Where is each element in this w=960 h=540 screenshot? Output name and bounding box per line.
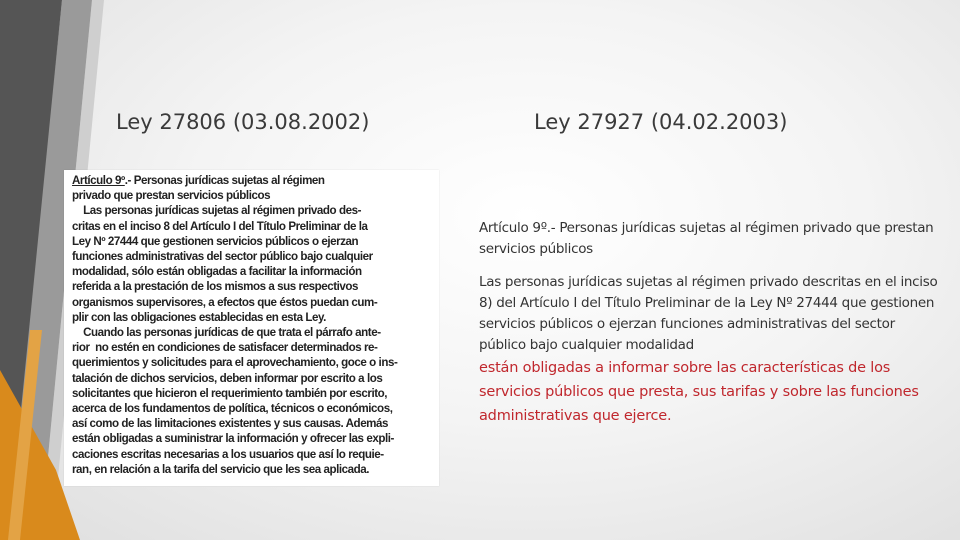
scan-line: funciones administrativas del sector público bajo cualquier bbox=[72, 250, 373, 264]
scan-line: Las personas jurídicas sujetas al régimen privado des- bbox=[72, 204, 361, 218]
scan-line: organismos supervisores, a efectos que éstos puedan cum- bbox=[72, 295, 378, 309]
scan-title-line bbox=[72, 173, 433, 188]
scan-line: privado que prestan servicios públicos bbox=[72, 189, 271, 203]
right-article-body-text: Las personas jurídicas sujetas al régimen privado descritas en el inciso 8) del Artículo I del Título Preliminar de la Ley Nº 27444 que gestionen servicios públicos o ejerzan funciones administrativas del sector público bajo cualquier modalidad bbox=[479, 274, 938, 353]
scan-line: plir con las obligaciones establecidas en esta Ley. bbox=[72, 310, 326, 324]
scan-line: caciones escritas necesarias a los usuarios que así lo requie- bbox=[72, 447, 384, 461]
scan-line: Ley Nº 27444 que gestionen servicios públicos o ejerzan bbox=[72, 234, 359, 248]
scan-line: así como de las limitaciones existentes y sus causas. Además bbox=[72, 417, 389, 431]
scan-line: Cuando las personas jurídicas de que trata el párrafo ante- bbox=[72, 326, 381, 340]
scan-line: están obligadas a suministrar la información y ofrecer las expli- bbox=[72, 432, 394, 446]
scan-line: ran, en relación a la tarifa del servicio que les sea aplicada. bbox=[72, 462, 370, 476]
right-article-title: Artículo 9º.- Personas jurídicas sujetas al régimen privado que prestan servicios públicos bbox=[479, 220, 934, 257]
right-article-body bbox=[479, 272, 939, 428]
right-article-text bbox=[479, 218, 939, 428]
scan-line: referida a la prestación de los mismos a sus respectivos bbox=[72, 280, 359, 294]
scanned-law-text bbox=[64, 170, 439, 486]
scan-title-rest: .- Personas jurídicas sujetas al régimen bbox=[124, 174, 325, 187]
scan-article-number: Artículo 9º bbox=[72, 174, 125, 187]
scan-line: querimientos y solicitudes para el aprovechamiento, goce o ins- bbox=[72, 356, 398, 370]
right-article-highlight: están obligadas a informar sobre las características de los servicios públicos que presta, sus tarifas y sobre las funciones administrativas que ejerce. bbox=[479, 360, 919, 424]
scan-line: talación de dichos servicios, deben informar por escrito a los bbox=[72, 371, 383, 385]
scan-line: modalidad, sólo están obligadas a facilitar la información bbox=[72, 265, 362, 279]
scan-line: critas en el inciso 8 del Artículo I del Título Preliminar de la bbox=[72, 219, 368, 233]
left-heading: Ley 27806 (03.08.2002) bbox=[116, 110, 370, 134]
scan-line: acerca de los fundamentos de política, técnicos o económicos, bbox=[72, 402, 393, 416]
scan-line: solicitantes que hicieron el requerimiento también por escrito, bbox=[72, 386, 388, 400]
scan-line: rior no estén en condiciones de satisfacer determinados re- bbox=[72, 341, 378, 355]
right-heading: Ley 27927 (04.02.2003) bbox=[534, 110, 788, 134]
